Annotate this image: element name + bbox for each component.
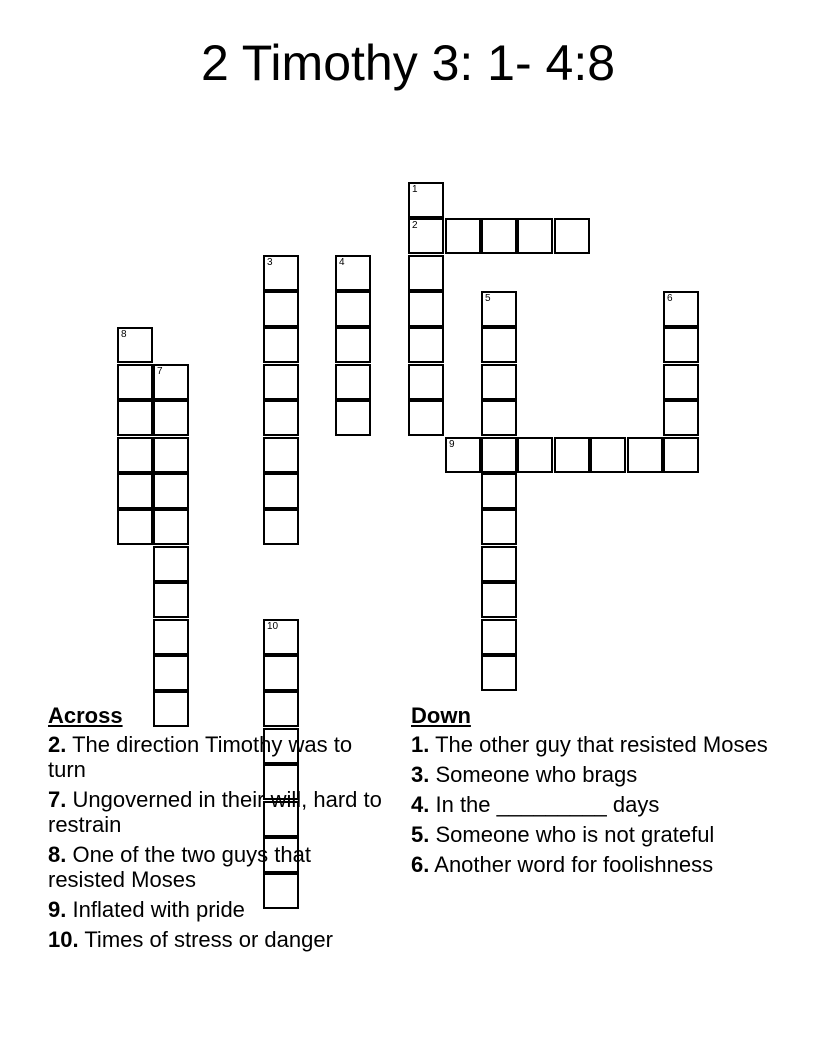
grid-cell[interactable] (263, 291, 299, 327)
grid-cell[interactable] (335, 400, 371, 436)
grid-cell[interactable] (335, 327, 371, 363)
down-clue (411, 762, 771, 787)
grid-cell[interactable] (153, 546, 189, 582)
grid-cell[interactable] (663, 437, 699, 473)
grid-cell[interactable] (445, 218, 481, 254)
clue-number-label: 2 (412, 220, 418, 231)
grid-cell[interactable] (153, 473, 189, 509)
grid-cell[interactable] (481, 218, 517, 254)
clue-number: 3. (411, 762, 430, 787)
across-clue (48, 897, 388, 922)
clue-number-label: 4 (339, 257, 345, 268)
grid-cell[interactable] (153, 437, 189, 473)
grid-cell[interactable] (153, 655, 189, 691)
clue-number: 1. (411, 732, 430, 757)
grid-cell[interactable] (408, 364, 444, 400)
page-title: 2 Timothy 3: 1- 4:8 (200, 35, 616, 91)
grid-cell[interactable] (663, 400, 699, 436)
grid-cell[interactable] (153, 582, 189, 618)
clue-number-label: 8 (121, 329, 127, 340)
clue-number-label: 9 (449, 439, 455, 450)
grid-cell[interactable] (263, 509, 299, 545)
grid-cell[interactable] (408, 255, 444, 291)
clue-text: Someone who brags (435, 762, 638, 787)
grid-cell[interactable] (481, 437, 517, 473)
clue-number: 6. (411, 852, 430, 877)
grid-cell[interactable] (663, 327, 699, 363)
clue-number: 10. (48, 927, 79, 952)
clue-number-label: 6 (667, 293, 673, 304)
grid-cell[interactable] (481, 400, 517, 436)
grid-cell[interactable] (263, 255, 299, 291)
clue-number-label: 7 (157, 366, 163, 377)
clue-number-label: 1 (412, 184, 418, 195)
down-clue (411, 732, 771, 757)
grid-cell[interactable] (481, 364, 517, 400)
grid-cell[interactable] (263, 437, 299, 473)
grid-cell[interactable] (117, 400, 153, 436)
grid-cell[interactable] (517, 437, 553, 473)
down-clues (411, 703, 771, 882)
clue-text: One of the two guys that resisted Moses (48, 842, 311, 892)
grid-cell[interactable] (590, 437, 626, 473)
clue-number: 7. (48, 787, 67, 812)
across-clue (48, 732, 388, 782)
grid-cell[interactable] (481, 509, 517, 545)
clue-text: In the _________ days (435, 792, 660, 817)
across-clues (48, 703, 388, 957)
grid-cell[interactable] (481, 582, 517, 618)
grid-cell[interactable] (153, 364, 189, 400)
grid-cell[interactable] (153, 619, 189, 655)
across-clue (48, 787, 388, 837)
down-heading: Down (411, 703, 471, 728)
grid-cell[interactable] (627, 437, 663, 473)
grid-cell[interactable] (335, 291, 371, 327)
grid-cell[interactable] (408, 218, 444, 254)
grid-cell[interactable] (408, 182, 444, 218)
grid-cell[interactable] (408, 400, 444, 436)
grid-cell[interactable] (408, 291, 444, 327)
grid-cell[interactable] (263, 400, 299, 436)
grid-cell[interactable] (481, 546, 517, 582)
grid-cell[interactable] (517, 218, 553, 254)
grid-cell[interactable] (263, 327, 299, 363)
clue-number: 4. (411, 792, 430, 817)
clue-text: Inflated with pride (72, 897, 245, 922)
clue-text: Times of stress or danger (84, 927, 333, 952)
clue-number-label: 10 (267, 621, 279, 632)
grid-cell[interactable] (117, 473, 153, 509)
grid-cell[interactable] (554, 437, 590, 473)
clue-number-label: 5 (485, 293, 491, 304)
grid-cell[interactable] (263, 619, 299, 655)
down-clue (411, 852, 771, 877)
clue-text: Another word for foolishness (434, 852, 714, 877)
clue-number: 2. (48, 732, 67, 757)
grid-cell[interactable] (263, 655, 299, 691)
grid-cell[interactable] (153, 509, 189, 545)
grid-cell[interactable] (335, 255, 371, 291)
grid-cell[interactable] (481, 655, 517, 691)
clue-text: Someone who is not grateful (435, 822, 715, 847)
grid-cell[interactable] (554, 218, 590, 254)
clue-number: 8. (48, 842, 67, 867)
grid-cell[interactable] (481, 619, 517, 655)
grid-cell[interactable] (263, 364, 299, 400)
clue-text: The other guy that resisted Moses (435, 732, 768, 757)
grid-cell[interactable] (445, 437, 481, 473)
grid-cell[interactable] (117, 327, 153, 363)
clue-text: The direction Timothy was to turn (48, 732, 353, 782)
grid-cell[interactable] (153, 400, 189, 436)
clue-number-label: 3 (267, 257, 273, 268)
across-clue (48, 842, 388, 892)
clue-number: 9. (48, 897, 67, 922)
clue-text: Ungoverned in their will, hard to restrain (48, 787, 382, 837)
grid-cell[interactable] (663, 291, 699, 327)
across-heading: Across (48, 703, 123, 728)
grid-cell[interactable] (117, 364, 153, 400)
grid-cell[interactable] (408, 327, 444, 363)
grid-cell[interactable] (481, 473, 517, 509)
grid-cell[interactable] (663, 364, 699, 400)
down-clue (411, 792, 771, 817)
clue-number: 5. (411, 822, 430, 847)
grid-cell[interactable] (117, 437, 153, 473)
grid-cell[interactable] (117, 509, 153, 545)
grid-cell[interactable] (335, 364, 371, 400)
grid-cell[interactable] (481, 327, 517, 363)
across-clue (48, 927, 388, 952)
grid-cell[interactable] (263, 473, 299, 509)
grid-cell[interactable] (481, 291, 517, 327)
down-clue (411, 822, 771, 847)
